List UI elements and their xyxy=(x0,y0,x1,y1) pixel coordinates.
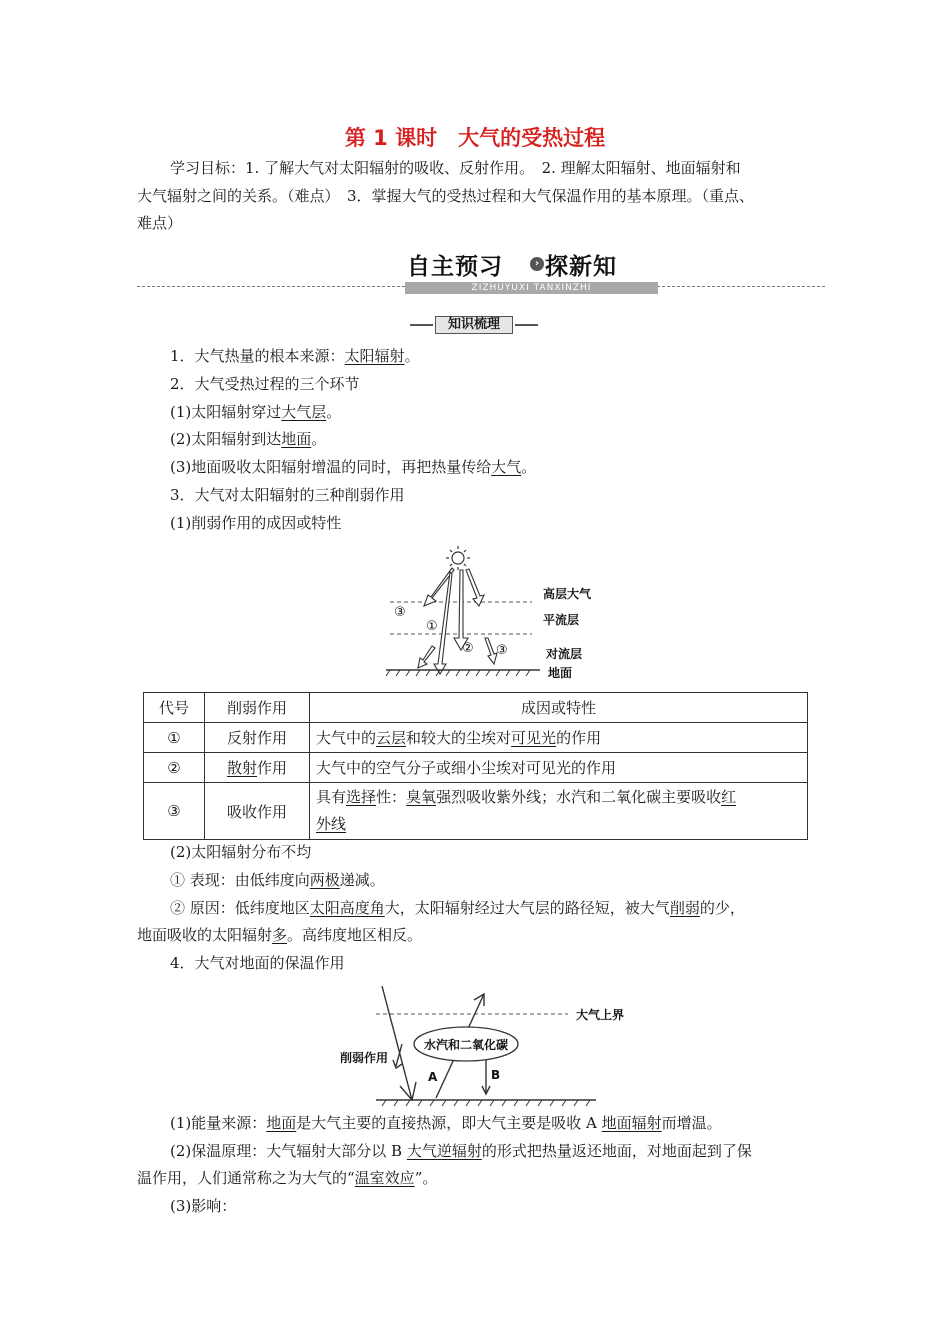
chevron-right-icon: › xyxy=(530,257,544,271)
section-title: 知识梳理 xyxy=(435,316,513,334)
table-cell: 大气中的云层和较大的尘埃对可见光的作用 xyxy=(310,723,808,753)
marker-3: ③ xyxy=(496,643,508,658)
label-b: B xyxy=(491,1068,501,1082)
table-row xyxy=(144,723,808,753)
objective-line: 难点） xyxy=(137,214,183,232)
list-item: (1)太阳辐射穿过大气层。 xyxy=(170,403,342,421)
table-cell: 大气中的空气分子或细小尘埃对可见光的作用 xyxy=(310,753,808,783)
table-row xyxy=(144,783,808,840)
section-header xyxy=(410,316,538,334)
marker-2: ② xyxy=(462,641,474,656)
list-item: (1)能量来源：地面是大气主要的直接热源，即大气主要是吸收 A 地面辐射而增温。 xyxy=(170,1114,722,1132)
list-item: 1．大气热量的根本来源：太阳辐射。 xyxy=(170,347,420,365)
list-item: 3．大气对太阳辐射的三种削弱作用 xyxy=(170,486,405,504)
table-header-row xyxy=(144,693,808,723)
list-item: (2)太阳辐射分布不均 xyxy=(170,843,312,861)
list-item: (2)太阳辐射到达地面。 xyxy=(170,430,327,448)
page-title: 第 1 课时 大气的受热过程 xyxy=(344,126,606,150)
list-item: (3)地面吸收太阳辐射增温的同时，再把热量传给大气。 xyxy=(170,458,537,476)
ground-hatch xyxy=(382,1100,590,1106)
weakening-diagram xyxy=(380,546,610,686)
table-cell: 散射作用 xyxy=(205,753,310,783)
divider xyxy=(515,324,538,326)
table-cell: ② xyxy=(144,753,205,783)
section-banner xyxy=(137,246,825,294)
label-weakening: 削弱作用 xyxy=(340,1051,389,1065)
banner-left-text: 自主预习 xyxy=(407,254,503,280)
divider xyxy=(410,324,433,326)
label-a: A xyxy=(428,1070,438,1084)
table-row xyxy=(144,753,808,783)
banner-right-text: 探新知 xyxy=(545,254,617,280)
insulation-diagram xyxy=(336,982,636,1110)
learning-objectives xyxy=(137,155,827,238)
table-cell: ① xyxy=(144,723,205,753)
list-item: ① 表现：由低纬度向两极递减。 xyxy=(170,871,385,889)
label-ground: 地面 xyxy=(548,666,573,680)
list-item: (3)影响： xyxy=(170,1197,237,1215)
label-stratosphere: 平流层 xyxy=(543,613,580,627)
label-troposphere: 对流层 xyxy=(546,647,583,661)
list-item: 4．大气对地面的保温作用 xyxy=(170,954,345,972)
ground-hatch xyxy=(386,670,530,676)
table-header: 成因或特性 xyxy=(310,693,808,723)
marker-3: ③ xyxy=(394,605,406,620)
sun-icon xyxy=(446,546,470,570)
table-cell: 具有选择性：臭氧强烈吸收紫外线；水汽和二氧化碳主要吸收红 外线 xyxy=(310,783,808,840)
table-header: 削弱作用 xyxy=(205,693,310,723)
list-item: ② 原因：低纬度地区太阳高度角大，太阳辐射经过大气层的路径短，被大气削弱的少， xyxy=(170,899,745,917)
table-cell: 反射作用 xyxy=(205,723,310,753)
label-high-atmosphere: 高层大气 xyxy=(543,587,592,601)
label-atmosphere-top: 大气上界 xyxy=(576,1008,625,1022)
list-item: 2．大气受热过程的三个环节 xyxy=(170,375,360,393)
list-item: (1)削弱作用的成因或特性 xyxy=(170,514,342,532)
table-cell: 吸收作用 xyxy=(205,783,310,840)
table-header: 代号 xyxy=(144,693,205,723)
list-item: (2)保温原理：大气辐射大部分以 B 大气逆辐射的形式把热量返还地面，对地面起到了保 xyxy=(170,1142,752,1160)
cloud-label: 水汽和二氧化碳 xyxy=(423,1038,509,1052)
marker-1: ① xyxy=(426,619,438,634)
weakening-table xyxy=(143,692,808,840)
list-item: 温作用，人们通常称之为大气的“温室效应”。 xyxy=(137,1169,438,1187)
objective-line: 学习目标：1. 了解大气对太阳辐射的吸收、反射作用。 2. 理解太阳辐射、地面辐射和 xyxy=(170,159,741,177)
list-item: 地面吸收的太阳辐射多。高纬度地区相反。 xyxy=(137,926,423,944)
banner-title xyxy=(407,248,653,281)
table-cell: ③ xyxy=(144,783,205,840)
banner-pinyin: ZIZHUYUXI TANXINZHI xyxy=(405,282,658,294)
objective-line: 大气辐射之间的关系。（难点） 3．掌握大气的受热过程和大气保温作用的基本原理。（重点、 xyxy=(137,186,755,205)
